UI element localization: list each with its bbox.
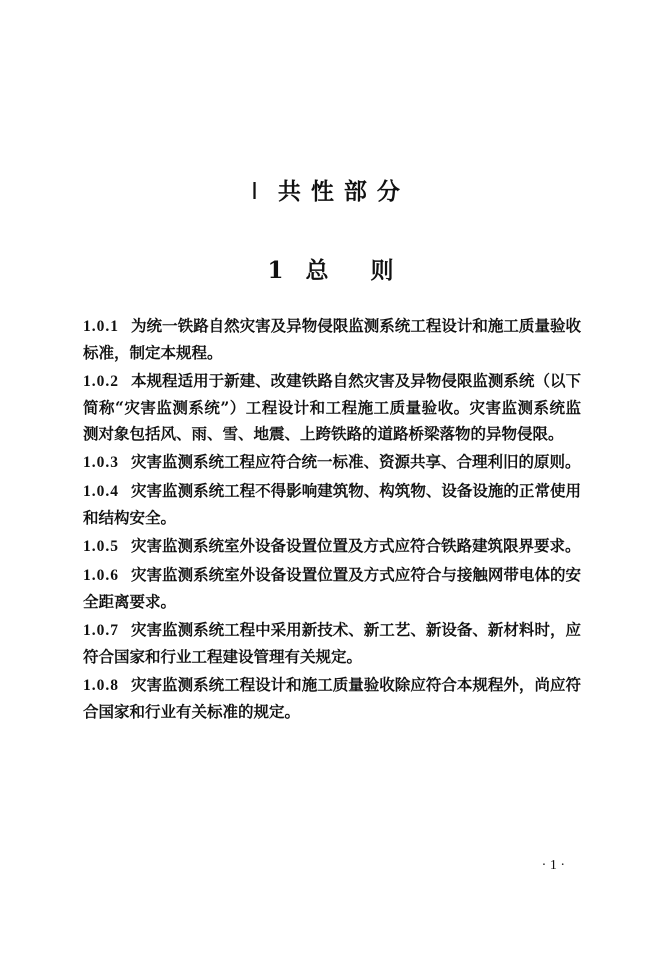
clause-1-0-6 xyxy=(83,562,581,615)
clause-text: 灾害监测系统室外设备设置位置及方式应符合铁路建筑限界要求。 xyxy=(131,536,581,555)
clause-number: 1.0.8 xyxy=(83,677,119,694)
clause-text: 本规程适用于新建、改建铁路自然灾害及异物侵限监测系统（以下简称“灾害监测系统”）工程设计和工程施工质量验收。灾害监测系统监测对象包括风、雨、雪、地震、上跨铁路的道路桥梁落物的异物侵限。 xyxy=(83,371,581,443)
clause-1-0-2 xyxy=(83,368,581,447)
clause-number: 1.0.4 xyxy=(83,483,119,500)
clause-number: 1.0.1 xyxy=(83,318,119,335)
clause-number: 1.0.2 xyxy=(83,373,119,390)
clause-text: 灾害监测系统室外设备设置位置及方式应符合与接触网带电体的安全距离要求。 xyxy=(83,565,581,611)
clause-text: 灾害监测系统工程应符合统一标准、资源共享、合理利旧的原则。 xyxy=(131,452,581,471)
chapter-title-second: 则 xyxy=(370,257,394,284)
page-number: · 1 · xyxy=(541,858,565,873)
clause-1-0-7 xyxy=(83,617,581,670)
chapter-title-first: 总 xyxy=(305,257,329,284)
clause-1-0-4 xyxy=(83,478,581,531)
clause-number: 1.0.3 xyxy=(83,454,119,471)
clause-1-0-8 xyxy=(83,672,581,725)
clause-number: 1.0.7 xyxy=(83,622,119,639)
clause-1-0-3 xyxy=(83,449,581,476)
clause-number: 1.0.5 xyxy=(83,538,119,555)
clause-text: 为统一铁路自然灾害及异物侵限监测系统工程设计和施工质量验收标准，制定本规程。 xyxy=(83,316,581,362)
chapter-number: 1 xyxy=(267,257,284,284)
clause-1-0-1 xyxy=(83,313,581,366)
clause-text: 灾害监测系统工程设计和施工质量验收除应符合本规程外，尚应符合国家和行业有关标准的规定。 xyxy=(83,675,581,721)
part-heading xyxy=(0,176,661,208)
part-numeral: Ⅰ xyxy=(251,179,258,204)
clause-list xyxy=(83,313,581,727)
clause-text: 灾害监测系统工程不得影响建筑物、构筑物、设备设施的正常使用和结构安全。 xyxy=(83,481,581,527)
clause-number: 1.0.6 xyxy=(83,567,119,584)
clause-1-0-5 xyxy=(83,533,581,560)
chapter-heading xyxy=(0,255,661,287)
clause-text: 灾害监测系统工程中采用新技术、新工艺、新设备、新材料时，应符合国家和行业工程建设管理有关规定。 xyxy=(83,620,581,666)
part-title-text: 共性部分 xyxy=(277,178,410,205)
